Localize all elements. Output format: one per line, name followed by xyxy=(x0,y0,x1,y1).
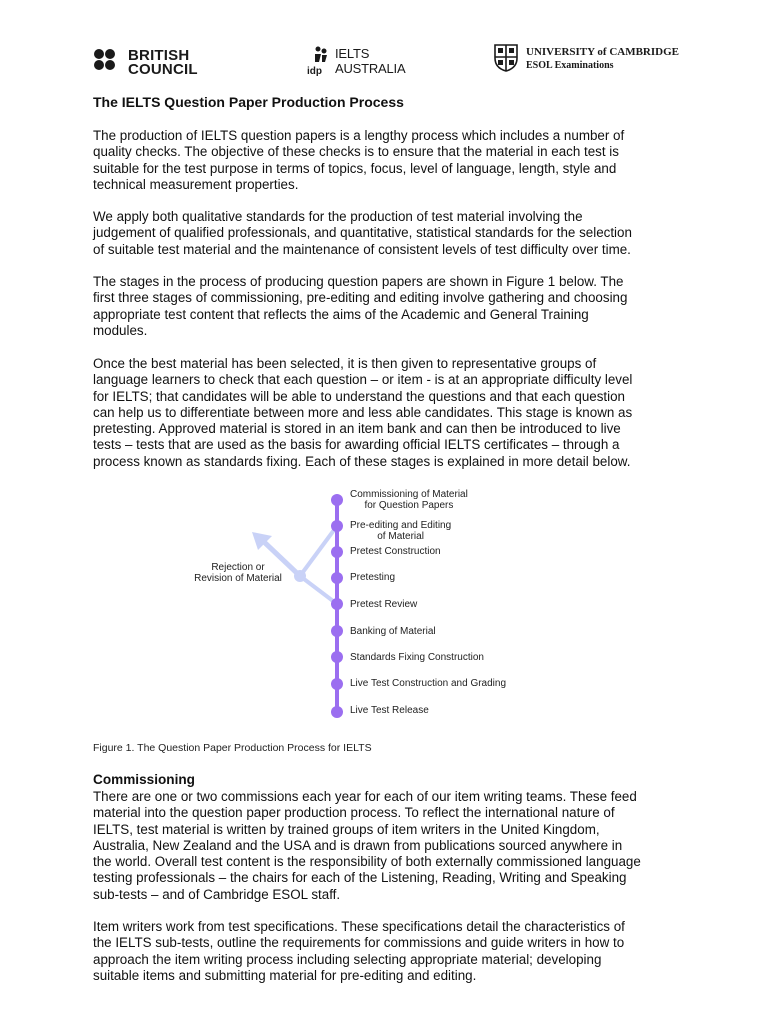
paragraph-3-line: first three stages of commissioning, pre-editing and editing involve gathering and choosing xyxy=(93,290,628,306)
ielts-line2: AUSTRALIA xyxy=(335,61,406,76)
paragraph-3-line: The stages in the process of producing question papers are shown in Figure 1 below. The xyxy=(93,274,624,289)
paragraph-5-line: testing professionals – the chairs for each of the Listening, Reading, Writing and Speaking xyxy=(93,870,627,886)
paragraph-1-line: The production of IELTS question papers is a lengthy process which includes a number of xyxy=(93,128,625,143)
paragraph-5-line: Australia, New Zealand and the USA and is drawn from publications sourced anywhere in xyxy=(93,837,623,853)
paragraph-5-line: There are one or two commissions each year for each of our item writing teams. These feed xyxy=(93,789,637,804)
paragraph-4-line: pretesting. Approved material is stored in an item bank and can then be introduced to live xyxy=(93,421,621,437)
paragraph-3-line: appropriate test content that reflects the aims of the Academic and General Training xyxy=(93,306,589,322)
paragraph-6 xyxy=(93,919,625,984)
paragraph-4-line: for IELTS; that candidates will be able to understand the questions and that each question xyxy=(93,388,626,404)
paragraph-5-line: the world. Overall test content is the responsibility of both externally commissioned language xyxy=(93,854,641,870)
paragraph-2-line: judgement of qualified professionals, and quantitative, statistical standards for the selection xyxy=(93,225,632,241)
cambridge-shield-icon xyxy=(494,44,518,72)
cambridge-line1: UNIVERSITY of CAMBRIDGE xyxy=(526,46,679,58)
stage-label-standards-fixing: Standards Fixing Construction xyxy=(350,652,484,663)
stage-label-commissioning xyxy=(350,489,468,511)
paragraph-4-line: process known as standards fixing. Each of these stages is explained in more detail below. xyxy=(93,453,631,469)
rejection-label-line: Rejection or xyxy=(211,562,265,573)
timeline-node xyxy=(331,546,343,558)
cambridge-line2: ESOL Examinations xyxy=(526,60,614,71)
british-council-dots-icon xyxy=(94,49,124,79)
header-logos xyxy=(92,40,679,82)
cambridge-logo xyxy=(494,40,679,82)
paragraph-5-line: material into the question paper production process. To reflect the international nature of xyxy=(93,805,615,821)
process-figure xyxy=(0,480,768,730)
timeline-node xyxy=(331,678,343,690)
paragraph-4 xyxy=(93,356,632,470)
british-council-logo xyxy=(92,40,212,82)
stage-label-line: of Material xyxy=(377,531,424,542)
paragraph-4-line: tests – tests that are used as the basis for awarding official IELTS certificates – through a xyxy=(93,437,620,453)
paragraph-5 xyxy=(93,789,641,903)
stage-label-line: Commissioning of Material xyxy=(350,489,468,500)
paragraph-6-line: Item writers work from test specifications. These specifications detail the characteristics of xyxy=(93,919,625,934)
stage-label-line: for Question Papers xyxy=(364,500,454,511)
paragraph-5-line: sub-tests – and of Cambridge ESOL staff. xyxy=(93,886,341,902)
paragraph-1-line: quality checks. The objective of these checks is to ensure that the material in each test is xyxy=(93,144,619,160)
ielts-figure-icon xyxy=(313,46,329,64)
paragraph-4-line: Once the best material has been selected, it is then given to representative groups of xyxy=(93,356,597,371)
stage-label-live-test-construction: Live Test Construction and Grading xyxy=(350,678,507,689)
stage-label-line: Pre-editing and Editing xyxy=(350,520,452,531)
timeline-nodes xyxy=(331,494,343,718)
timeline-node xyxy=(331,494,343,506)
british-council-line1: BRITISH xyxy=(128,47,190,64)
timeline-node xyxy=(331,572,343,584)
paragraph-4-line: language learners to check that each question – or item - is at an appropriate difficulty level xyxy=(93,372,633,388)
page-title: The IELTS Question Paper Production Process xyxy=(93,94,404,110)
paragraph-5-line: IELTS, test material is written by trained groups of item writers in the United Kingdom, xyxy=(93,821,600,837)
paragraph-1-line: suitable for the test purpose in terms of topics, focus, level of language, length, style and xyxy=(93,160,617,176)
paragraph-6-line: the IELTS sub-tests, outline the requirements for commissions and guide writers in how to xyxy=(93,935,625,951)
stage-label-pretest-review: Pretest Review xyxy=(350,599,418,610)
commissioning-heading: Commissioning xyxy=(93,772,195,787)
rejection-label-line: Revision of Material xyxy=(194,573,282,584)
stage-label-banking: Banking of Material xyxy=(350,626,436,637)
timeline-node xyxy=(331,520,343,532)
paragraph-1-line: technical measurement properties. xyxy=(93,176,299,192)
paragraph-3 xyxy=(93,274,627,339)
ielts-australia-logo xyxy=(307,40,417,82)
stage-label-pretesting: Pretesting xyxy=(350,572,396,583)
rejection-label xyxy=(190,562,286,584)
timeline-node xyxy=(331,651,343,663)
idp-label: idp xyxy=(307,66,322,77)
timeline-node xyxy=(331,706,343,718)
paragraph-6-line: approach the item writing process including selecting appropriate material; developing xyxy=(93,951,602,967)
paragraph-1 xyxy=(93,128,624,193)
paragraph-2-line: of suitable test material and the maintenance of consistent levels of test difficulty over time. xyxy=(93,241,631,257)
rejection-junction xyxy=(294,570,306,582)
paragraph-6-line: suitable items and submitting material for pre-editing and editing. xyxy=(93,967,477,983)
timeline-node xyxy=(331,625,343,637)
paragraph-4-line: can help us to differentiate between more and less able candidates. This stage is known as xyxy=(93,404,633,420)
paragraph-3-line: modules. xyxy=(93,322,148,338)
timeline-node xyxy=(331,598,343,610)
paragraph-2 xyxy=(93,209,632,258)
stage-label-pre-editing xyxy=(350,520,451,542)
ielts-line1: IELTS xyxy=(335,46,370,61)
figure-caption: Figure 1. The Question Paper Production Process for IELTS xyxy=(93,742,372,754)
stage-label-live-test-release: Live Test Release xyxy=(350,705,429,716)
british-council-line2: COUNCIL xyxy=(128,61,198,78)
paragraph-2-line: We apply both qualitative standards for the production of test material involving the xyxy=(93,209,583,224)
stage-label-pretest-construction: Pretest Construction xyxy=(350,546,441,557)
